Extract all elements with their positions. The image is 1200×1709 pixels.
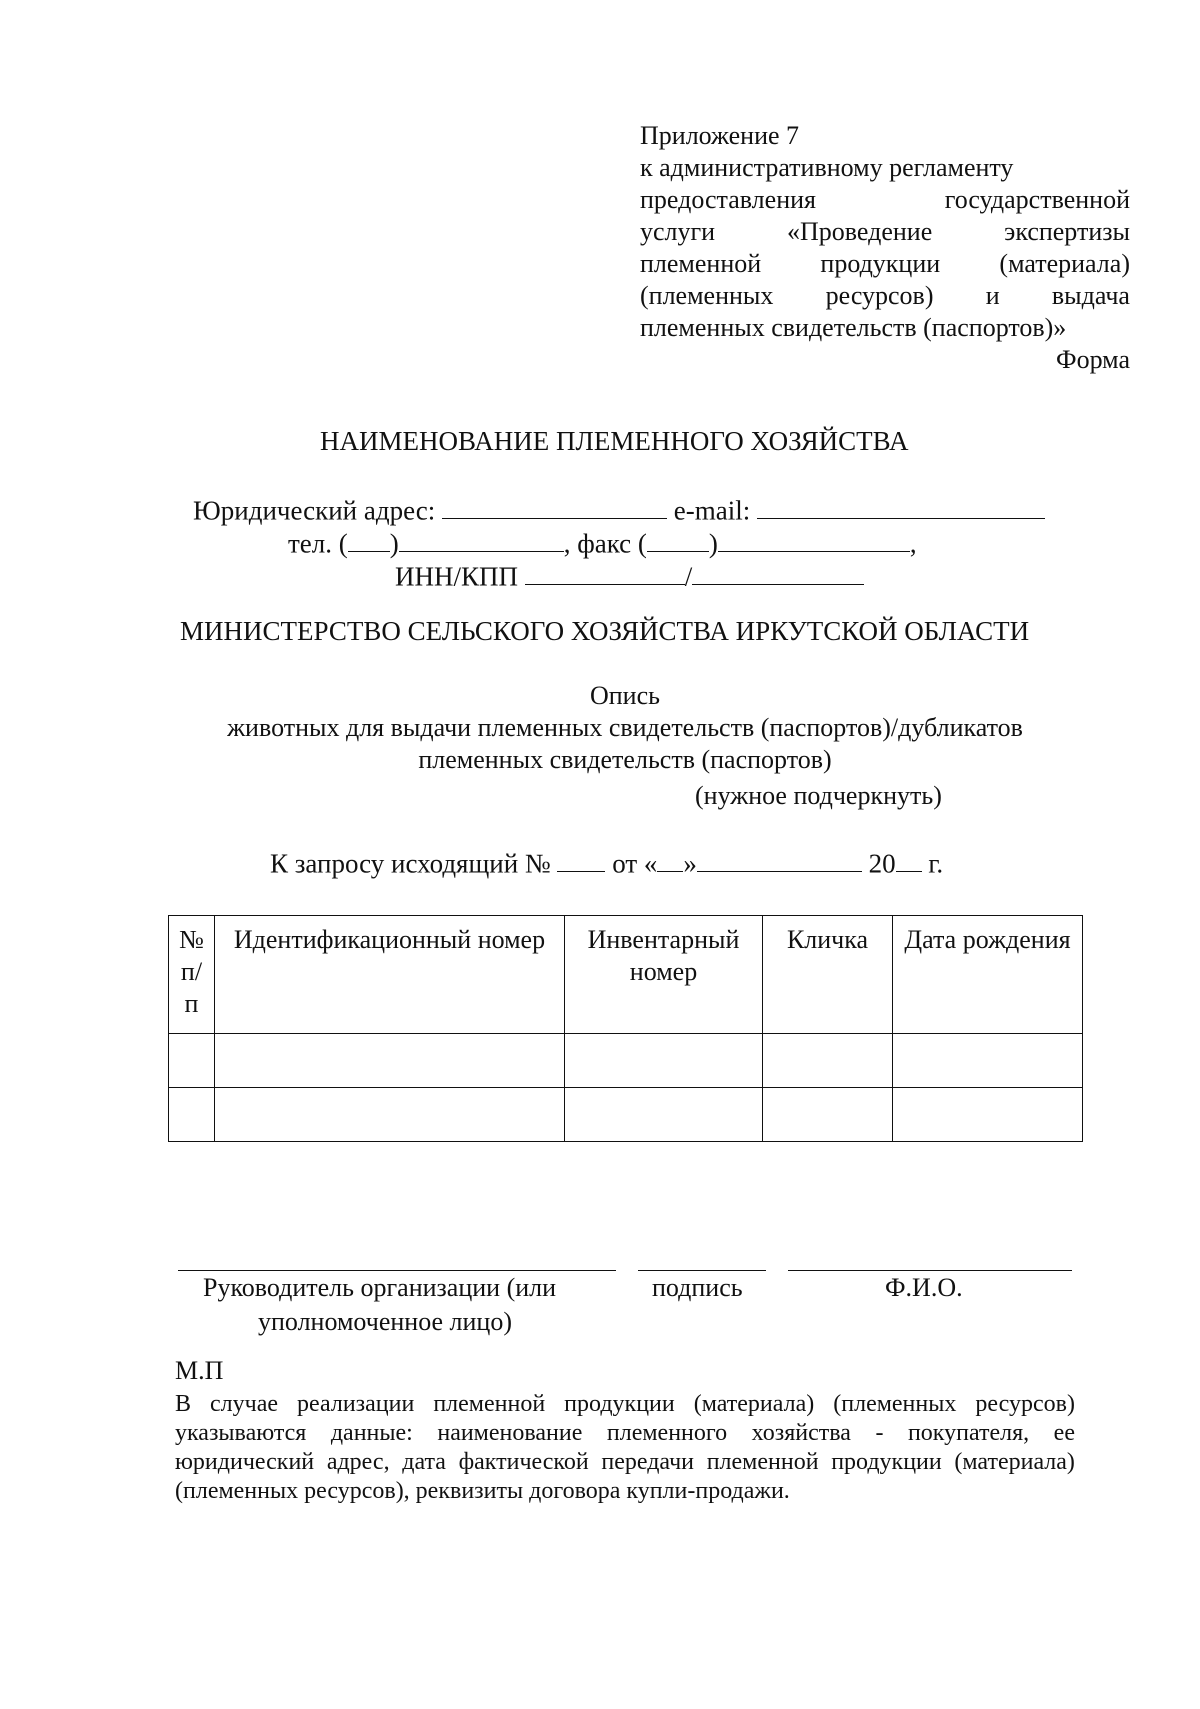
appendix-line [640,184,1130,216]
request-month-blank[interactable] [697,843,862,872]
email-label: e-mail: [673,495,751,526]
table-header-row [169,916,1083,1034]
footnote-word: наименование [437,1420,583,1446]
appendix-line [640,248,1130,280]
appendix-word: выдача [1051,281,1130,310]
form-label: Форма [1056,345,1130,374]
ministry-name: МИНИСТЕРСТВО СЕЛЬСКОГО ХОЗЯЙСТВА ИРКУТСКОЙ ОБЛАСТИ [180,616,1030,646]
head-signature-line[interactable] [178,1270,616,1271]
footnote-line [175,1419,1075,1448]
footnote-word: - [875,1420,884,1446]
inn-label: ИНН/КПП [395,561,519,592]
legal-address-blank[interactable] [442,490,667,519]
table-cell[interactable] [893,1034,1083,1088]
table-cell[interactable] [215,1034,565,1088]
appendix-word: экспертизы [1004,217,1130,246]
stamp-label: М.П [175,1356,224,1385]
inventory-table-wrap [168,915,1082,1142]
request-year: 20 [868,848,896,879]
appendix-word: племенной [640,249,762,278]
appendix-line [640,216,1130,248]
tel-code-blank[interactable] [348,523,390,552]
fax-paren: ) [708,528,718,559]
legal-address-row [193,490,1045,527]
signature-head-label-2: уполномоченное лицо) [258,1307,513,1336]
kpp-blank[interactable] [692,556,864,585]
request-year-suffix: г. [928,848,944,879]
footnote-block [175,1390,1075,1506]
appendix-word: «Проведение [787,217,933,246]
footnote-line [175,1448,1075,1477]
footnote-word: юридический [175,1449,315,1475]
footnote-word: (материала) [693,1391,815,1417]
footnote-word: продукции [564,1391,675,1417]
email-blank[interactable] [757,490,1045,519]
table-row [169,1088,1083,1142]
fax-label: , факс ( [563,528,647,559]
footnote-word: племенной [433,1391,546,1417]
table-cell[interactable] [169,1088,215,1142]
footnote-word: случае [210,1391,279,1417]
inn-row [395,556,864,593]
signature-head-label: Руководитель организации (или [203,1273,557,1302]
appendix-word: продукции [820,249,941,278]
col-header-number: № п/ п [169,916,215,1034]
appendix-line: племенных свидетельств (паспортов)» [640,313,1067,342]
footnote-word: (материала) [954,1449,1075,1475]
appendix-word: (материала) [999,249,1130,278]
request-year-blank[interactable] [896,843,922,872]
appendix-line [640,280,1130,312]
table-cell[interactable] [565,1034,763,1088]
request-close-quote: » [683,848,697,879]
appendix-word: услуги [640,217,716,246]
appendix-word: ресурсов) [825,281,934,310]
footnote-word: дата [402,1449,446,1475]
footnote-word: передачи [601,1449,695,1475]
inn-slash: / [684,561,693,592]
legal-address-label: Юридический адрес: [193,495,436,526]
footnote-word: реализации [297,1391,415,1417]
signature-fio-label: Ф.И.О. [885,1273,963,1302]
col-header-inventory-number: Инвентарный номер [565,916,763,1034]
signature-sign-label: подпись [652,1273,743,1302]
fax-code-blank[interactable] [647,523,709,552]
table-cell[interactable] [763,1088,893,1142]
table-cell[interactable] [215,1088,565,1142]
appendix-block [640,120,1130,376]
footnote-word: хозяйства [751,1420,851,1446]
inventory-note: (нужное подчеркнуть) [695,781,942,810]
phone-fax-row [288,523,917,560]
table-cell[interactable] [763,1034,893,1088]
footnote-word: ресурсов) [975,1391,1075,1417]
farm-name: НАИМЕНОВАНИЕ ПЛЕМЕННОГО ХОЗЯЙСТВА [320,426,909,456]
inventory-line: животных для выдачи племенных свидетельств (паспортов)/дубликатов [227,713,1023,742]
appendix-word: (племенных [640,281,774,310]
fio-signature-line[interactable] [788,1270,1072,1271]
request-day-blank[interactable] [657,843,683,872]
inventory-title: Опись [589,681,660,710]
footnote-line: (племенных ресурсов), реквизиты договора купли-продажи. [175,1478,790,1504]
footnote-word: указываются [175,1420,307,1446]
footnote-word: покупателя, [907,1420,1030,1446]
appendix-word: предоставления [640,185,816,214]
request-row [270,843,943,880]
footnote-word: продукции [831,1449,942,1475]
footnote-word: В [175,1391,192,1417]
footnote-word: данные: [330,1420,413,1446]
appendix-word: государственной [944,185,1130,214]
inventory-block [150,680,1100,776]
table-row [169,1034,1083,1088]
table-cell[interactable] [565,1088,763,1142]
footnote-line [175,1390,1075,1419]
request-number-blank[interactable] [557,843,605,872]
inventory-line: племенных свидетельств (паспортов) [418,745,832,774]
request-from: от « [612,848,658,879]
col-header-name: Кличка [763,916,893,1034]
appendix-title: Приложение 7 [640,121,800,150]
footnote-word: племенного [606,1420,728,1446]
footnote-word: фактической [458,1449,589,1475]
col-header-birth-date: Дата рождения [893,916,1083,1034]
request-prefix: К запросу исходящий № [270,848,551,879]
footnote-word: племенной [706,1449,819,1475]
signature-line[interactable] [638,1270,766,1271]
inventory-table [168,915,1083,1142]
appendix-word: и [985,281,1000,310]
fax-comma: , [909,528,917,559]
table-cell[interactable] [893,1088,1083,1142]
footnote-word: ее [1053,1420,1075,1446]
appendix-line: к административному регламенту [640,153,1014,182]
footnote-word: (племенных [833,1391,957,1417]
table-cell[interactable] [169,1034,215,1088]
tel-number-blank[interactable] [399,523,564,552]
tel-label: тел. ( [288,528,348,559]
inn-blank[interactable] [525,556,685,585]
footnote-word: адрес, [326,1449,390,1475]
fax-number-blank[interactable] [718,523,910,552]
col-header-id-number: Идентификационный номер [215,916,565,1034]
tel-paren: ) [389,528,399,559]
